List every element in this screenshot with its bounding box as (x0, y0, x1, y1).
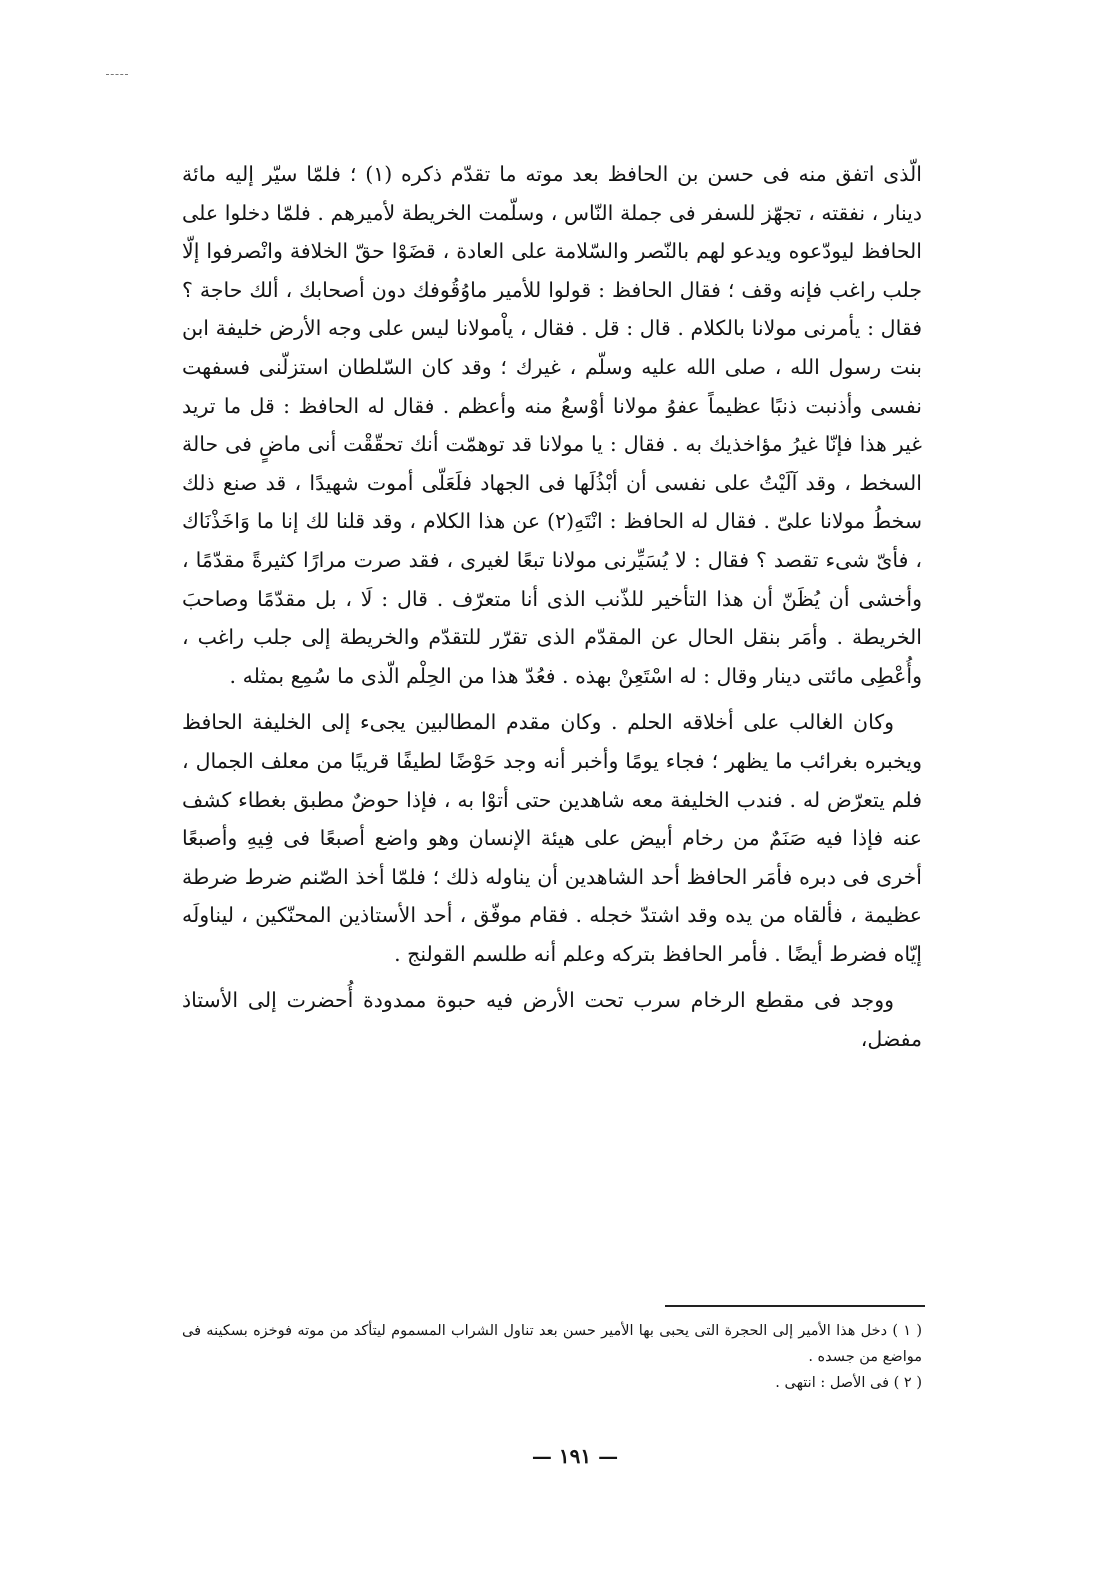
footnotes (182, 1318, 922, 1396)
footnote-separator (665, 1305, 925, 1307)
page-number: — ١٩١ — (531, 1444, 619, 1468)
footnote-2: ( ٢ ) فى الأصل : انتهى . (775, 1375, 922, 1391)
paragraph-1: الّذى اتفق منه فى حسن بن الحافظ بعد موته ما تقدّم ذكره (١) ؛ فلمّا سيّر إليه مائة دينار ، نفقته ، تجهّز للسفر فى جملة النّاس ، وسلّمت الخريطة لأميرهم . فلمّا دخلوا على الحافظ ليودّعوه ويدعو لهم بالنّصر والسّلامة على العادة ، قضَوْا حقّ الخلافة وانْصرفوا إلّا جلب راغب فإنه وقف ؛ فقال الحافظ : قولوا للأمير ماوُقُوفك دون أصحابك ، ألك حاجة ؟ فقال : يأمرنى مولانا بالكلام . قال : قل . فقال ، ياْمولانا ليس على وجه الأرض خليفة ابن بنت رسول الله ، صلى الله عليه وسلّم ، غيرك ؛ وقد كان السّلطان استزلّنى فسفهت نفسى وأذنبت ذنبًا عظيماً عفوُ مولانا أوْسعُ منه وأعظم . فقال له الحافظ : قل ما تريد غير هذا فإنّا غيرُ مؤاخذيك به . فقال : يا مولانا قد توهمّت أنك تحقّقْت أنى ماضٍ فى حالة السخط ، وقد آلَيْتُ على نفسى أن أبْذُلَها فى الجهاد فلَعَلّى أموت شهيدًا ، قد صنع ذلك سخطُ مولانا علىّ . فقال له الحافظ : انْتَهِ(٢) عن هذا الكلام ، وقد قلنا لك إنا ما وَاخَذْنَاك ، فأىّ شىء تقصد ؟ فقال : لا يُسَيِّرنى مولانا تبعًا لغيرى ، فقد صرت مرارًا كثيرةً مقدّمًا ، وأخشى أن يُظَنّ أن هذا التأخير للذّنب الذى أنا متعرّف . قال : لَا ، بل مقدّمًا وصاحبَ الخريطة . وأمَر بنقل الحال عن المقدّم الذى تقرّر للتقدّم والخريطة إلى جلب راغب ، وأُعْطِى مائتى دينار وقال : له اسْتَعِنْ بهذه . فعُدّ هذا من الحِلْم الّذى ما سُمِع بمثله . (182, 162, 922, 688)
footnote-1: ( ١ ) دخل هذا الأمير إلى الحجرة التى يحبى بها الأمير حسن بعد تناول الشراب المسموم ليتأكد من موته فوخزه بسكينه فى مواضع من جسده . (182, 1323, 922, 1365)
paragraph-2: وكان الغالب على أخلاقه الحلم . وكان مقدم المطالبين يجىء إلى الخليفة الحافظ ويخبره بغرائب ما يظهر ؛ فجاء يومًا وأخبر أنه وجد حَوْضًا لطيفًا قريبًا من معلف الجمال ، فلم يتعرّض له . فندب الخليفة معه شاهدين حتى أتوْا به ، فإذا حوضٌ مطبق بغطاء كشف عنه فإذا فيه صَنَمٌ من رخام أبيض على هيئة الإنسان وهو واضع أصبعًا فى فِيهِ وأصبعًا أخرى فى دبره فأمَر الحافظ أحد الشاهدين أن يناوله ذلك ؛ فلمّا أخذ الصّنم ضرط ضرطة عظيمة ، فألقاه من يده وقد اشتدّ خجله . فقام موفّق ، أحد الأستاذين المحنّكين ، ليناولَه إيّاه فضرط أيضًا . فأمر الحافظ بتركه وعلم أنه طلسم القولنج . (182, 710, 922, 966)
scan-mark (106, 74, 128, 75)
paragraph-3: ووجد فى مقطع الرخام سرب تحت الأرض فيه حبوة ممدودة أُحضرت إلى الأستاذ مفضل، (182, 988, 922, 1052)
main-text (182, 155, 922, 1285)
